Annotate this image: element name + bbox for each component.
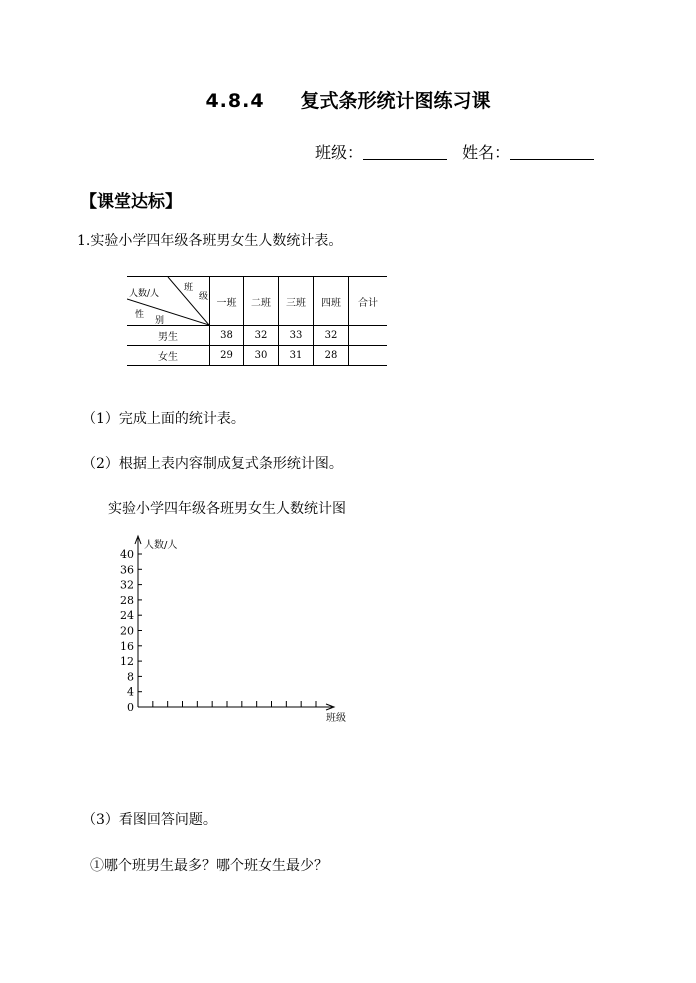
part-3-question: ①哪个班男生最多？哪个班女生最少？ (90, 858, 328, 874)
lesson-number: 4.8.4 (205, 90, 265, 112)
col-header: 合计 (349, 277, 388, 326)
question-1-text: 1.实验小学四年级各班男女生人数统计表。 (77, 233, 343, 249)
part-3-text: （3）看图回答问题。 (82, 812, 217, 828)
y-tick-label: 36 (120, 563, 134, 577)
table-row (127, 326, 387, 346)
table-corner-cell (127, 277, 210, 326)
table-cell-total[interactable] (349, 346, 388, 366)
page-title (0, 86, 696, 113)
name-blank[interactable] (510, 145, 594, 160)
col-header: 二班 (244, 277, 279, 326)
table-cell: 32 (314, 326, 349, 346)
table-cell: 38 (210, 326, 244, 346)
x-axis-label: 班级 (326, 713, 346, 724)
table-cell: 30 (244, 346, 279, 366)
table-cell: 28 (314, 346, 349, 366)
y-tick-label: 28 (120, 593, 134, 607)
part-2-text: （2）根据上表内容制成复式条形统计图。 (82, 456, 343, 472)
lesson-title: 复式条形统计图练习课 (300, 90, 491, 112)
y-tick-label: 32 (120, 578, 134, 592)
y-tick-label: 20 (120, 624, 134, 638)
y-tick-label: 40 (120, 548, 134, 561)
col-header: 三班 (279, 277, 314, 326)
chart-title: 实验小学四年级各班男女生人数统计图 (108, 501, 346, 517)
table-cell: 33 (279, 326, 314, 346)
table-cell: 31 (279, 346, 314, 366)
corner-label-ban: 班 (184, 283, 194, 293)
row-label: 男生 (127, 326, 210, 346)
table-cell: 29 (210, 346, 244, 366)
corner-label-bie: 别 (155, 316, 165, 326)
part-1-text: （1）完成上面的统计表。 (82, 411, 245, 427)
y-tick-label: 16 (120, 639, 134, 653)
class-label: 班级： (315, 143, 364, 162)
col-header: 四班 (314, 277, 349, 326)
bar-chart-axes (110, 530, 370, 730)
corner-label-count: 人数/人 (129, 289, 160, 299)
table-cell: 32 (244, 326, 279, 346)
corner-label-ji: 级 (199, 292, 209, 302)
y-tick-label: 12 (120, 655, 134, 669)
y-tick-label: 4 (127, 685, 134, 699)
student-info (315, 140, 604, 163)
table-row (127, 346, 387, 366)
y-axis-label: 人数/人 (144, 540, 178, 551)
stat-table (127, 276, 387, 366)
y-tick-label: 24 (120, 609, 134, 623)
y-tick-label: 8 (127, 670, 134, 684)
name-label: 姓名： (462, 143, 511, 162)
col-header: 一班 (210, 277, 244, 326)
section-title: 【课堂达标】 (80, 192, 182, 212)
row-label: 女生 (127, 346, 210, 366)
table-cell-total[interactable] (349, 326, 388, 346)
corner-label-xing: 性 (135, 310, 145, 320)
class-blank[interactable] (363, 145, 447, 160)
y-tick-label: 0 (127, 701, 134, 714)
